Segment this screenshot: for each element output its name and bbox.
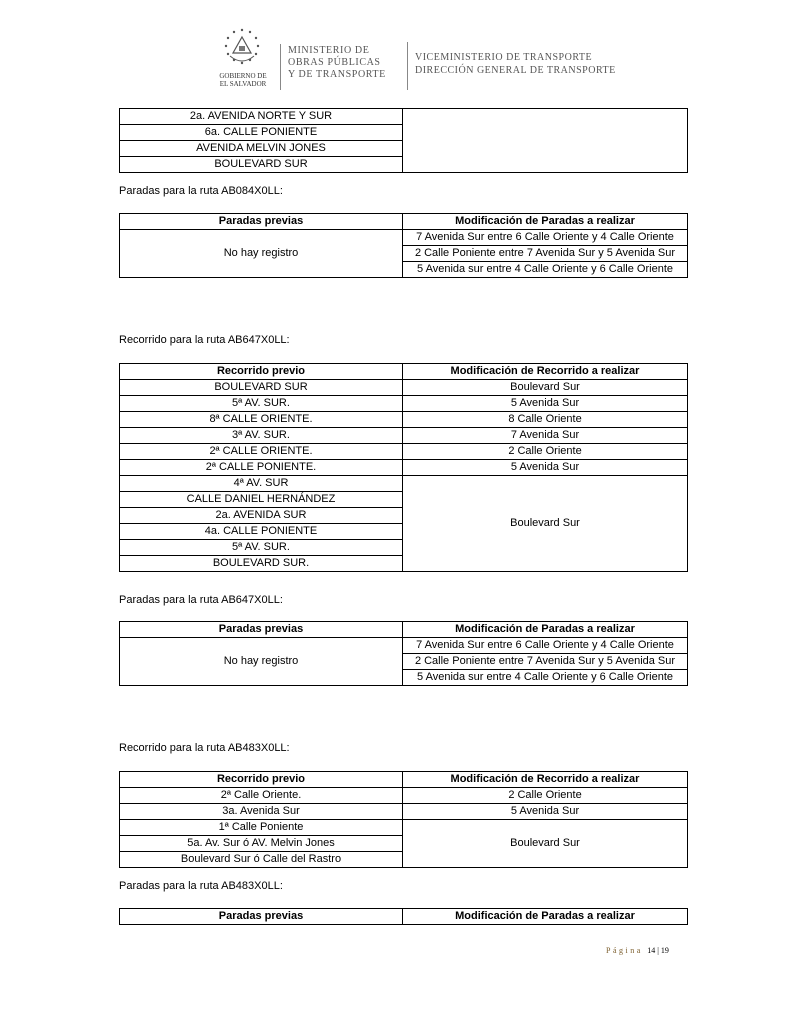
- table-cell-empty: [403, 109, 688, 173]
- table-cell: BOULEVARD SUR: [120, 157, 403, 173]
- table-row: [120, 109, 688, 125]
- ministry-name: [288, 45, 386, 81]
- table-row: [120, 476, 688, 492]
- table-cell: No hay registro: [120, 638, 403, 686]
- page-number: 14: [647, 946, 656, 955]
- table-cell: 4ª AV. SUR: [120, 476, 403, 492]
- column-header: Modificación de Paradas a realizar: [403, 214, 688, 230]
- table-cell: 6a. CALLE PONIENTE: [120, 125, 403, 141]
- table-row: [120, 396, 688, 412]
- table-header-row: [120, 772, 688, 788]
- table-cell: Boulevard Sur ó Calle del Rastro: [120, 852, 403, 868]
- table-cell: 8 Calle Oriente: [403, 412, 688, 428]
- table-cell: 8ª CALLE ORIENTE.: [120, 412, 403, 428]
- table-cell: 2 Calle Poniente entre 7 Avenida Sur y 5 Avenida Sur: [403, 654, 688, 670]
- column-header: Paradas previas: [120, 622, 403, 638]
- table-row: [120, 428, 688, 444]
- table-cell: 5 Avenida Sur: [403, 804, 688, 820]
- table-cell: 2 Calle Oriente: [403, 444, 688, 460]
- table-row: [120, 412, 688, 428]
- table-cell: CALLE DANIEL HERNÁNDEZ: [120, 492, 403, 508]
- section-label: Paradas para la ruta AB084X0LL:: [119, 185, 283, 197]
- table-cell: 1ª Calle Poniente: [120, 820, 403, 836]
- gov-line-2: EL SALVADOR: [219, 80, 267, 88]
- stops-table-ab084: [119, 213, 688, 278]
- table-header-row: [120, 364, 688, 380]
- column-header: Paradas previas: [120, 214, 403, 230]
- table-cell: 5a. Av. Sur ó AV. Melvin Jones: [120, 836, 403, 852]
- coat-of-arms-icon: [220, 26, 264, 70]
- column-header: Modificación de Paradas a realizar: [403, 909, 688, 925]
- table-cell: 4a. CALLE PONIENTE: [120, 524, 403, 540]
- table-row: [120, 230, 688, 246]
- table-cell: AVENIDA MELVIN JONES: [120, 141, 403, 157]
- table-cell: 5 Avenida sur entre 4 Calle Oriente y 6 Calle Oriente: [403, 670, 688, 686]
- table-cell: 2a. AVENIDA NORTE Y SUR: [120, 109, 403, 125]
- page-header: [210, 22, 660, 94]
- section-label: Recorrido para la ruta AB647X0LL:: [119, 334, 290, 346]
- table-cell: 5ª AV. SUR.: [120, 540, 403, 556]
- table-cell-merged: Boulevard Sur: [403, 476, 688, 572]
- section-label: Paradas para la ruta AB647X0LL:: [119, 594, 283, 606]
- table-cell: 5 Avenida Sur: [403, 396, 688, 412]
- table-cell: 2 Calle Poniente entre 7 Avenida Sur y 5 Avenida Sur: [403, 246, 688, 262]
- table-row: [120, 788, 688, 804]
- table-cell: 2 Calle Oriente: [403, 788, 688, 804]
- section-label: Recorrido para la ruta AB483X0LL:: [119, 742, 290, 754]
- table-cell: 5ª AV. SUR.: [120, 396, 403, 412]
- table-cell: No hay registro: [120, 230, 403, 278]
- table-cell: 3a. Avenida Sur: [120, 804, 403, 820]
- ministry-line-3: Y DE TRANSPORTE: [288, 69, 386, 80]
- table-cell: 2ª CALLE ORIENTE.: [120, 444, 403, 460]
- column-header: Recorrido previo: [120, 772, 403, 788]
- table-row: [120, 804, 688, 820]
- table-cell: 2ª Calle Oriente.: [120, 788, 403, 804]
- page-number-footer: Página 14 | 19: [606, 946, 669, 955]
- column-header: Modificación de Recorrido a realizar: [403, 772, 688, 788]
- table-header-row: [120, 214, 688, 230]
- government-logo-text: [210, 72, 276, 88]
- header-divider: [280, 44, 281, 90]
- table-cell: 5 Avenida sur entre 4 Calle Oriente y 6 Calle Oriente: [403, 262, 688, 278]
- column-header: Modificación de Paradas a realizar: [403, 622, 688, 638]
- column-header: Recorrido previo: [120, 364, 403, 380]
- column-header: Paradas previas: [120, 909, 403, 925]
- route-table-ab647: [119, 363, 688, 572]
- table-row: [120, 444, 688, 460]
- table-cell: Boulevard Sur: [403, 380, 688, 396]
- route-table-ab483: [119, 771, 688, 868]
- table-row: [120, 380, 688, 396]
- table-cell: 7 Avenida Sur entre 6 Calle Oriente y 4 Calle Oriente: [403, 230, 688, 246]
- column-header: Modificación de Recorrido a realizar: [403, 364, 688, 380]
- table-header-row: [120, 909, 688, 925]
- table-cell-merged: Boulevard Sur: [403, 820, 688, 868]
- table-cell: 7 Avenida Sur entre 6 Calle Oriente y 4 Calle Oriente: [403, 638, 688, 654]
- table-cell: 2a. AVENIDA SUR: [120, 508, 403, 524]
- table-header-row: [120, 622, 688, 638]
- vice-ministry-name: [415, 51, 616, 77]
- stops-table-ab483: [119, 908, 688, 925]
- ministry-line-1: MINISTERIO DE: [288, 45, 370, 56]
- vice-line-2: DIRECCIÓN GENERAL DE TRANSPORTE: [415, 65, 616, 76]
- table-row: [120, 460, 688, 476]
- ministry-line-2: OBRAS PÚBLICAS: [288, 57, 381, 68]
- route-continuation-table: [119, 108, 688, 173]
- table-cell: BOULEVARD SUR.: [120, 556, 403, 572]
- table-row: [120, 638, 688, 654]
- table-cell: 5 Avenida Sur: [403, 460, 688, 476]
- table-cell: 7 Avenida Sur: [403, 428, 688, 444]
- stops-table-ab647: [119, 621, 688, 686]
- table-row: [120, 820, 688, 836]
- table-cell: BOULEVARD SUR: [120, 380, 403, 396]
- section-label: Paradas para la ruta AB483X0LL:: [119, 880, 283, 892]
- table-cell: 2ª CALLE PONIENTE.: [120, 460, 403, 476]
- gov-line-1: GOBIERNO DE: [219, 72, 267, 80]
- table-cell: 3ª AV. SUR.: [120, 428, 403, 444]
- page-total: 19: [660, 946, 669, 955]
- header-divider: [407, 42, 408, 90]
- page-word: Página: [606, 946, 643, 955]
- vice-line-1: VICEMINISTERIO DE TRANSPORTE: [415, 52, 593, 63]
